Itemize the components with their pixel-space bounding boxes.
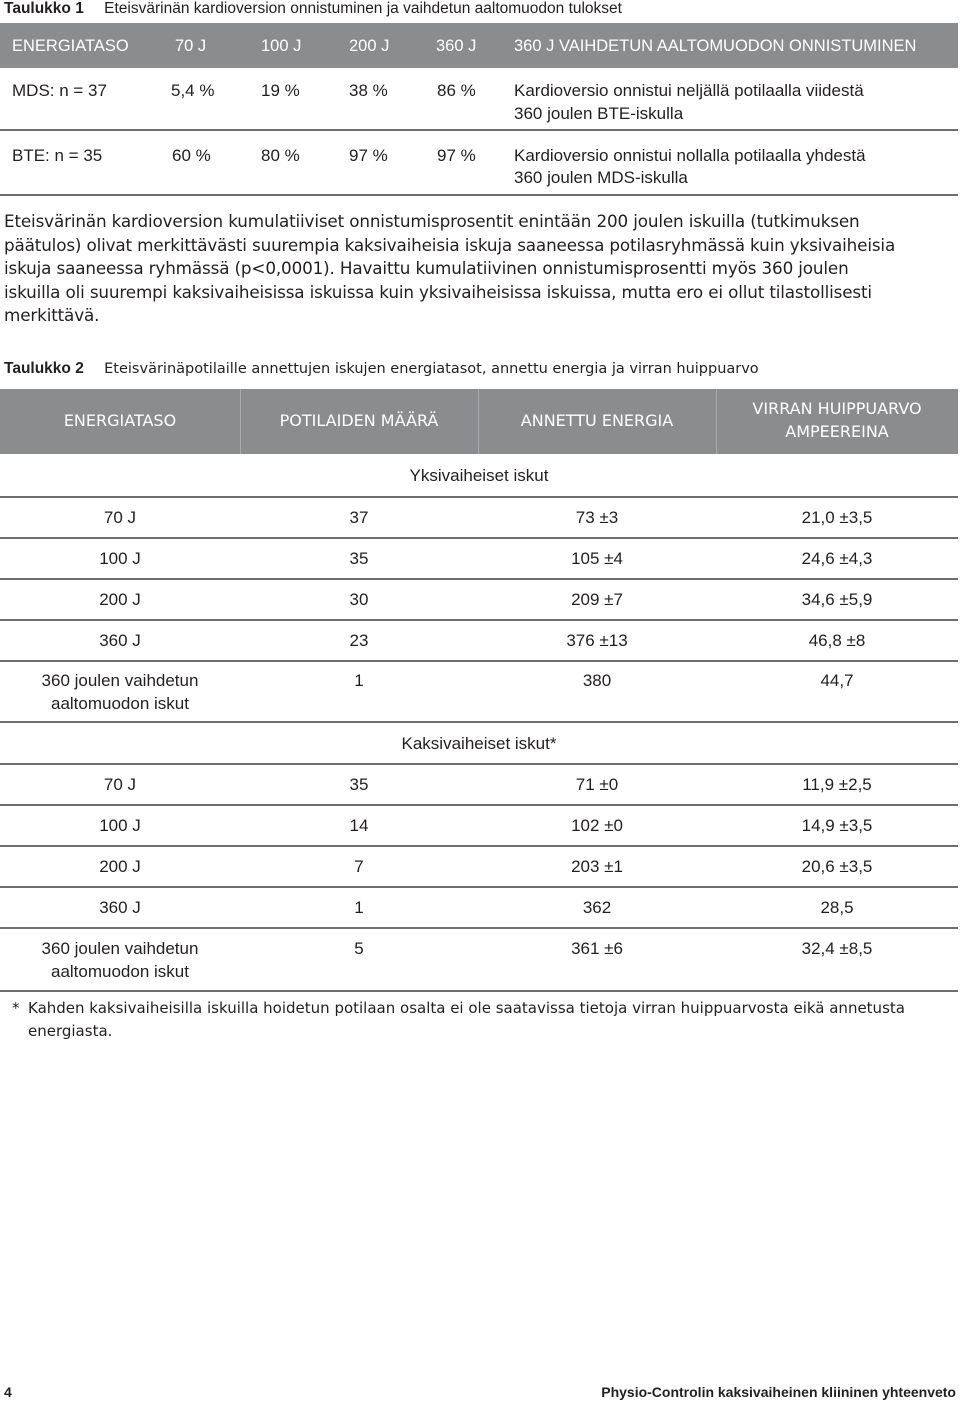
table2-peak: 46,8 ±8 [808, 631, 866, 650]
table2-delivered: 73 ±3 [575, 508, 619, 527]
table2-delivered: 102 ±0 [571, 816, 623, 835]
table1-header-result: 360 J VAIHDETUN AALTOMUODON ONNISTUMINEN [514, 37, 917, 55]
table2-label: Taulukko 2 [4, 360, 84, 377]
table1-row-group: BTE: n = 35 [12, 146, 103, 165]
table2-delivered: 362 [582, 898, 612, 917]
table2-header-row [0, 389, 958, 454]
paragraph-line: iskuja saaneessa ryhmässä (p<0,0001). Havaittu kumulatiivinen onnistumisprosentti myös 360 joulen [4, 258, 849, 278]
table2-peak: 32,4 ±8,5 [801, 939, 873, 958]
table1-header-70j: 70 J [175, 37, 207, 55]
table2-divider [0, 660, 958, 662]
table2-delivered: 105 ±4 [571, 549, 623, 568]
table2-count: 1 [354, 898, 364, 917]
table2-peak: 21,0 ±3,5 [801, 508, 873, 527]
table2-header-divider [716, 389, 717, 454]
table1-header-energy: ENERGIATASO [12, 37, 129, 55]
table2-header-peak: AMPEEREINA [785, 422, 889, 441]
table2-count: 35 [349, 549, 369, 568]
table1-header-200j: 200 J [349, 37, 390, 55]
table2-energy: 360 joulen vaihdetun [41, 671, 199, 690]
table1-cell: 19 % [261, 81, 300, 100]
table2-energy: aaltomuodon iskut [51, 694, 189, 713]
table2-energy: 200 J [99, 590, 141, 609]
table2-header-delivered: ANNETTU ENERGIA [520, 411, 674, 430]
paragraph-line: päätulos) olivat merkittävästi suurempia kaksivaiheisia iskuja saaneessa potilasryhmässä kuin yksivaiheisia [4, 234, 896, 255]
results-paragraph [4, 210, 956, 328]
page-number: 4 [4, 1384, 12, 1400]
table2-count: 5 [354, 939, 364, 958]
table2-delivered: 203 ±1 [571, 857, 623, 876]
table1-row-group: MDS: n = 37 [12, 81, 107, 100]
table2-caption [4, 360, 759, 378]
table2-count: 30 [349, 590, 369, 609]
table2-delivered: 209 ±7 [571, 590, 623, 609]
table2-divider [0, 578, 958, 580]
table2-divider [0, 619, 958, 621]
table2-peak: 14,9 ±3,5 [801, 816, 873, 835]
table2-divider [0, 845, 958, 847]
table2-header-divider [478, 389, 479, 454]
paragraph-line: iskuilla oli suurempi kaksivaiheisissa iskuissa kuin yksivaiheisissa iskuissa, mutta ero ei ollut tilastollisesti [4, 281, 872, 302]
table2-peak: 28,5 [820, 898, 854, 917]
table1-label: Taulukko 1 [4, 0, 84, 17]
table2-peak: 11,9 ±2,5 [802, 775, 872, 794]
table1-divider [0, 194, 958, 196]
table1-cell: 97 % [437, 146, 476, 165]
table2-count: 23 [349, 631, 369, 650]
table2-count: 35 [349, 775, 369, 794]
table2-energy: 360 joulen vaihdetun [41, 939, 199, 958]
table2-energy: 70 J [103, 775, 137, 794]
paragraph-line: merkittävä. [4, 305, 100, 325]
footnote-text: Kahden kaksivaiheisilla iskuilla hoidetun potilaan osalta ei ole saatavissa tietoja virran huippuarvosta eikä annetusta energiasta. [28, 999, 905, 1040]
table2-divider [0, 886, 958, 888]
table2-energy: 70 J [103, 508, 137, 527]
table1-caption-text: Eteisvärinän kardioversion onnistuminen ja vaihdetun aaltomuodon tulokset [104, 0, 622, 17]
footnote-mark: * [12, 999, 20, 1017]
table2-count: 14 [349, 816, 369, 835]
footer-title: Physio-Controlin kaksivaiheinen kliininen yhteenveto [601, 1384, 956, 1400]
table2-energy: aaltomuodon iskut [51, 962, 189, 981]
table1-caption [4, 0, 622, 18]
table2-delivered: 71 ±0 [575, 775, 619, 794]
table2-energy: 100 J [99, 549, 141, 568]
table2-delivered: 361 ±6 [571, 939, 623, 958]
table2-caption-text: Eteisvärinäpotilaille annettujen iskujen energiatasot, annettu energia ja virran huippuarvo [104, 361, 759, 377]
table2-count: 37 [349, 508, 369, 527]
table2-divider [0, 496, 958, 498]
table1-cell: 5,4 % [171, 81, 215, 100]
table2-divider [0, 927, 958, 929]
table2-divider [0, 990, 958, 992]
table2-count: 1 [354, 671, 364, 690]
table1-note: Kardioversio onnistui neljällä potilaalla viidestä [514, 81, 864, 100]
table1-header-100j: 100 J [261, 37, 302, 55]
table1-note: 360 joulen MDS-iskulla [514, 168, 688, 187]
table2-divider [0, 721, 958, 723]
table2-header-count: POTILAIDEN MÄÄRÄ [279, 411, 439, 430]
table2-divider [0, 804, 958, 806]
table2-energy: 200 J [99, 857, 141, 876]
table2-header-divider [240, 389, 241, 454]
table1-cell: 97 % [349, 146, 388, 165]
table1-header-row [0, 23, 958, 68]
table2-section-title: Kaksivaiheiset iskut* [401, 734, 557, 753]
table1-note: 360 joulen BTE-iskulla [514, 104, 684, 123]
table2-energy: 360 J [99, 898, 141, 917]
table2-peak: 20,6 ±3,5 [801, 857, 873, 876]
paragraph-line: Eteisvärinän kardioversion kumulatiiviset onnistumisprosentit enintään 200 joulen iskuilla (tutkimuksen [4, 211, 860, 231]
table1-cell: 80 % [261, 146, 300, 165]
table2-header-peak: VIRRAN HUIPPUARVO [752, 399, 922, 418]
table2-delivered: 376 ±13 [566, 631, 628, 650]
table2-count: 7 [354, 857, 364, 876]
table1-header-360j: 360 J [436, 37, 477, 55]
table2-divider [0, 763, 958, 765]
table1-cell: 86 % [437, 81, 476, 100]
table1-cell: 38 % [349, 81, 388, 100]
table1-cell: 60 % [172, 146, 211, 165]
table2-delivered: 380 [582, 671, 612, 690]
table2-energy: 100 J [99, 816, 141, 835]
table2-peak: 44,7 [820, 671, 854, 690]
table2-section-title: Yksivaiheiset iskut [409, 466, 549, 485]
table2-peak: 34,6 ±5,9 [801, 590, 873, 609]
table2-peak: 24,6 ±4,3 [801, 549, 873, 568]
table2-energy: 360 J [99, 631, 141, 650]
table2-header-energy: ENERGIATASO [63, 411, 177, 430]
table1-note: Kardioversio onnistui nollalla potilaalla yhdestä [514, 146, 866, 165]
table1-divider [0, 129, 958, 131]
table2-divider [0, 537, 958, 539]
